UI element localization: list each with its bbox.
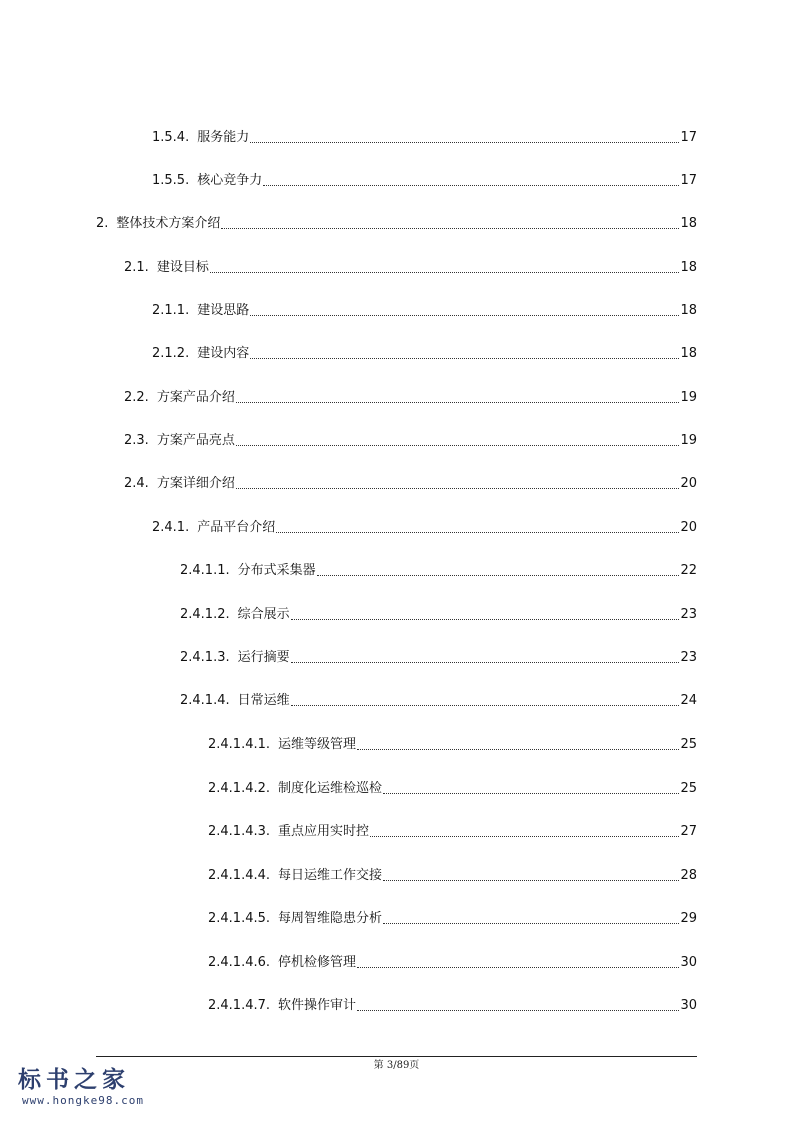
toc-entry-title: 方案产品亮点 bbox=[156, 433, 235, 448]
toc-dot-leader bbox=[263, 185, 679, 186]
toc-entry-title: 重点应用实时控 bbox=[278, 824, 370, 839]
toc-dot-leader bbox=[250, 142, 679, 143]
toc-entry[interactable] bbox=[152, 516, 697, 536]
toc-entry-page: 29 bbox=[680, 911, 697, 926]
toc-dot-leader bbox=[291, 705, 680, 706]
toc-entry-title: 服务能力 bbox=[197, 130, 250, 145]
toc-entry-page: 17 bbox=[680, 173, 697, 188]
toc-entry-title: 每日运维工作交接 bbox=[278, 868, 383, 883]
toc-entry[interactable] bbox=[208, 994, 697, 1014]
toc-entry-title: 方案详细介绍 bbox=[156, 476, 235, 491]
toc-dot-leader bbox=[236, 445, 680, 446]
toc-dot-leader bbox=[250, 315, 679, 316]
toc-entry[interactable] bbox=[124, 472, 697, 492]
toc-entry[interactable] bbox=[152, 342, 697, 362]
toc-entry-title: 运维等级管理 bbox=[278, 737, 357, 752]
watermark-logo bbox=[18, 1066, 168, 1108]
toc-entry[interactable] bbox=[124, 429, 697, 449]
toc-entry-number: 2.4. bbox=[124, 476, 149, 491]
toc-dot-leader bbox=[357, 1010, 679, 1011]
toc-entry-page: 23 bbox=[680, 607, 697, 622]
toc-entry[interactable] bbox=[124, 386, 697, 406]
toc-entry-title: 停机检修管理 bbox=[278, 955, 357, 970]
toc-entry-page: 28 bbox=[680, 868, 697, 883]
toc-entry[interactable] bbox=[208, 820, 697, 840]
toc-entry-title: 软件操作审计 bbox=[278, 998, 357, 1013]
toc-entry-page: 25 bbox=[680, 781, 697, 796]
toc-entry-page: 18 bbox=[680, 303, 697, 318]
toc-entry-page: 30 bbox=[680, 998, 697, 1013]
toc-entry-number: 2.4.1.4.4. bbox=[208, 868, 271, 883]
toc-entry-title: 日常运维 bbox=[237, 693, 290, 708]
toc-entry-page: 22 bbox=[680, 563, 697, 578]
toc-entry-number: 2.3. bbox=[124, 433, 149, 448]
toc-entry-title: 方案产品介绍 bbox=[156, 390, 235, 405]
toc-entry-title: 核心竞争力 bbox=[197, 173, 263, 188]
toc-dot-leader bbox=[236, 402, 680, 403]
toc-dot-leader bbox=[291, 662, 680, 663]
toc-entry-number: 2.4.1.4. bbox=[180, 693, 230, 708]
toc-entry-page: 18 bbox=[680, 216, 697, 231]
watermark-url: www.hongke98.com bbox=[22, 1094, 144, 1107]
footer-divider bbox=[96, 1056, 697, 1057]
watermark-title: 标书之家 bbox=[18, 1066, 130, 1093]
toc-dot-leader bbox=[317, 575, 680, 576]
toc-dot-leader bbox=[236, 488, 680, 489]
toc-entry[interactable] bbox=[180, 689, 697, 709]
toc-dot-leader bbox=[221, 228, 679, 229]
toc-entry-number: 2.4.1.4.1. bbox=[208, 737, 271, 752]
toc-entry-number: 2.4.1.4.2. bbox=[208, 781, 271, 796]
toc-entry[interactable] bbox=[208, 733, 697, 753]
toc-entry-page: 30 bbox=[680, 955, 697, 970]
toc-entry-page: 20 bbox=[680, 476, 697, 491]
toc-entry-page: 17 bbox=[680, 130, 697, 145]
toc-entry-number: 2.1.2. bbox=[152, 346, 190, 361]
toc-entry-title: 整体技术方案介绍 bbox=[116, 216, 221, 231]
toc-entry[interactable] bbox=[152, 169, 697, 189]
toc-entry-title: 综合展示 bbox=[237, 607, 290, 622]
toc-entry-number: 2.1. bbox=[124, 260, 149, 275]
toc-entry-page: 18 bbox=[680, 260, 697, 275]
toc-entry[interactable] bbox=[152, 299, 697, 319]
toc-entry-page: 20 bbox=[680, 520, 697, 535]
toc-dot-leader bbox=[291, 619, 680, 620]
toc-entry-number: 2.1.1. bbox=[152, 303, 190, 318]
toc-dot-leader bbox=[357, 749, 679, 750]
toc-dot-leader bbox=[383, 793, 679, 794]
toc-entry-title: 分布式采集器 bbox=[237, 563, 316, 578]
toc-entry-page: 19 bbox=[680, 390, 697, 405]
toc-dot-leader bbox=[276, 532, 679, 533]
toc-entry[interactable] bbox=[208, 907, 697, 927]
toc-entry-title: 制度化运维检巡检 bbox=[278, 781, 383, 796]
toc-entry-number: 2.4.1.2. bbox=[180, 607, 230, 622]
toc-entry[interactable] bbox=[180, 603, 697, 623]
toc-entry-title: 产品平台介绍 bbox=[197, 520, 276, 535]
toc-entry-title: 建设思路 bbox=[197, 303, 250, 318]
toc-entry-page: 23 bbox=[680, 650, 697, 665]
toc-entry-title: 建设内容 bbox=[197, 346, 250, 361]
toc-entry-title: 建设目标 bbox=[156, 260, 209, 275]
toc-entry-number: 2.4.1.4.6. bbox=[208, 955, 271, 970]
toc-entry-number: 2.4.1.4.3. bbox=[208, 824, 271, 839]
toc-entry-number: 2.4.1.4.5. bbox=[208, 911, 271, 926]
toc-entry-number: 2.4.1.3. bbox=[180, 650, 230, 665]
toc-entry[interactable] bbox=[208, 864, 697, 884]
toc-dot-leader bbox=[357, 967, 679, 968]
toc-entry[interactable] bbox=[152, 126, 697, 146]
toc-dot-leader bbox=[370, 836, 679, 837]
toc-dot-leader bbox=[250, 358, 679, 359]
toc-entry-number: 2. bbox=[96, 216, 109, 231]
toc-dot-leader bbox=[210, 272, 680, 273]
toc-entry-number: 1.5.4. bbox=[152, 130, 190, 145]
toc-entry[interactable] bbox=[96, 212, 697, 232]
toc-entry-page: 25 bbox=[680, 737, 697, 752]
toc-entry-page: 19 bbox=[680, 433, 697, 448]
toc-entry[interactable] bbox=[208, 777, 697, 797]
toc-entry-number: 2.4.1.1. bbox=[180, 563, 230, 578]
toc-dot-leader bbox=[383, 923, 679, 924]
toc-entry-page: 18 bbox=[680, 346, 697, 361]
toc-entry-number: 2.4.1. bbox=[152, 520, 190, 535]
toc-entry-title: 每周智维隐患分析 bbox=[278, 911, 383, 926]
toc-entry[interactable] bbox=[208, 951, 697, 971]
toc-entry[interactable] bbox=[124, 256, 697, 276]
toc-entry-number: 1.5.5. bbox=[152, 173, 190, 188]
toc-dot-leader bbox=[383, 880, 679, 881]
toc-entry-title: 运行摘要 bbox=[237, 650, 290, 665]
toc-entry-page: 24 bbox=[680, 693, 697, 708]
toc-entry-number: 2.4.1.4.7. bbox=[208, 998, 271, 1013]
toc-entry[interactable] bbox=[180, 559, 697, 579]
page-number: 第 3/89页 bbox=[373, 1060, 420, 1071]
toc-entry-page: 27 bbox=[680, 824, 697, 839]
toc-entry[interactable] bbox=[180, 646, 697, 666]
toc-entry-number: 2.2. bbox=[124, 390, 149, 405]
